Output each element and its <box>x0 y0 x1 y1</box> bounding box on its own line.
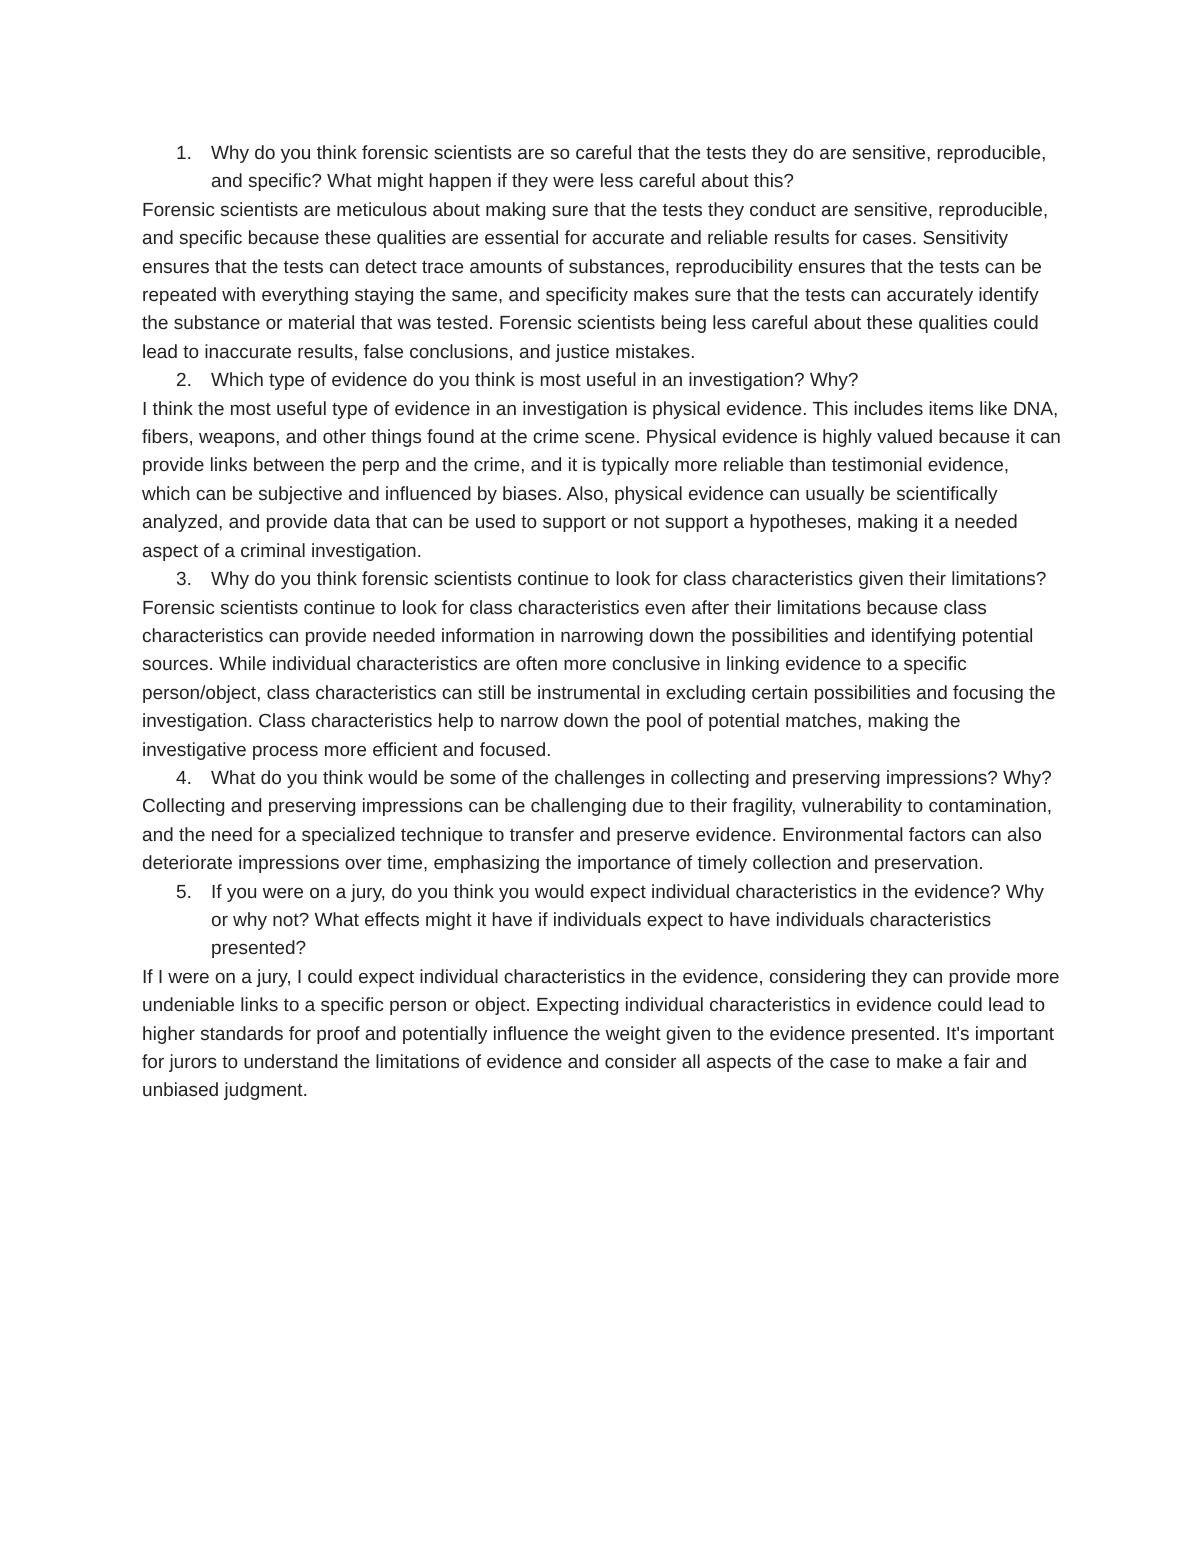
question-text-2: Which type of evidence do you think is most useful in an investigation? Why? <box>211 370 859 392</box>
answer-3: Forensic scientists continue to look for class characteristics even after their limitations because class characteristics can provide needed information in narrowing down the possibilities and identifying potential sources. While individual characteristics are often more conclusive in linking evidence to a specific person/object, class characteristics can still be instrumental in excluding certain possibilities and focusing the investigation. Class characteristics help to narrow down the pool of potential matches, making the investigative process more efficient and focused. <box>142 597 1056 761</box>
question-number-5: 5. <box>176 881 192 903</box>
question-number-2: 2. <box>176 370 192 392</box>
qa-item-4 <box>142 765 1062 879</box>
question-2 <box>142 367 1062 395</box>
question-3 <box>142 566 1062 594</box>
qa-item-2 <box>142 367 1062 566</box>
question-number-4: 4. <box>176 767 192 789</box>
qa-item-5 <box>142 879 1062 1106</box>
answer-1: Forensic scientists are meticulous about making sure that the tests they conduct are sensitive, reproducible, and specific because these qualities are essential for accurate and reliable results for cases. Sensitivity ensures that the tests can detect trace amounts of substances, reproducibility ensures that the tests can be repeated with everything staying the same, and specificity makes sure that the tests can accurately identify the substance or material that was tested. Forensic scientists being less careful about these qualities could lead to inaccurate results, false conclusions, and justice mistakes. <box>142 199 1049 363</box>
document-page <box>142 140 1062 1106</box>
answer-2: I think the most useful type of evidence in an investigation is physical evidence. This includes items like DNA, fibers, weapons, and other things found at the crime scene. Physical evidence is highly valued because it can provide links between the perp and the crime, and it is typically more reliable than testimonial evidence, which can be subjective and influenced by biases. Also, physical evidence can usually be scientifically analyzed, and provide data that can be used to support or not support a hypotheses, making it a needed aspect of a criminal investigation. <box>142 398 1061 562</box>
answer-4: Collecting and preserving impressions can be challenging due to their fragility, vulnerability to contamination, and the need for a specialized technique to transfer and preserve evidence. Environmental factors can also deteriorate impressions over time, emphasizing the importance of timely collection and preservation. <box>142 796 1053 875</box>
answer-5: If I were on a jury, I could expect individual characteristics in the evidence, considering they can provide more undeniable links to a specific person or object. Expecting individual characteristics in evidence could lead to higher standards for proof and potentially influence the weight given to the evidence presented. It's important for jurors to understand the limitations of evidence and consider all aspects of the case to make a fair and unbiased judgment. <box>142 966 1060 1102</box>
question-5 <box>142 879 1062 964</box>
question-1 <box>142 140 1062 197</box>
question-text-4: What do you think would be some of the challenges in collecting and preserving impressions? Why? <box>211 767 1052 789</box>
qa-item-1 <box>142 140 1062 367</box>
question-number-3: 3. <box>176 569 192 591</box>
question-number-1: 1. <box>176 143 192 164</box>
qa-item-3 <box>142 566 1062 765</box>
question-text-3: Why do you think forensic scientists continue to look for class characteristics given their limitations? <box>211 569 1047 591</box>
question-text-1: Why do you think forensic scientists are so careful that the tests they do are sensitive, reproducible, and specific? What might happen if they were less careful about this? <box>211 143 1047 193</box>
question-4 <box>142 765 1062 793</box>
question-text-5: If you were on a jury, do you think you would expect individual characteristics in the evidence? Why or why not? What effects might it have if individuals expect to have individuals characteristics presented? <box>211 881 1044 960</box>
